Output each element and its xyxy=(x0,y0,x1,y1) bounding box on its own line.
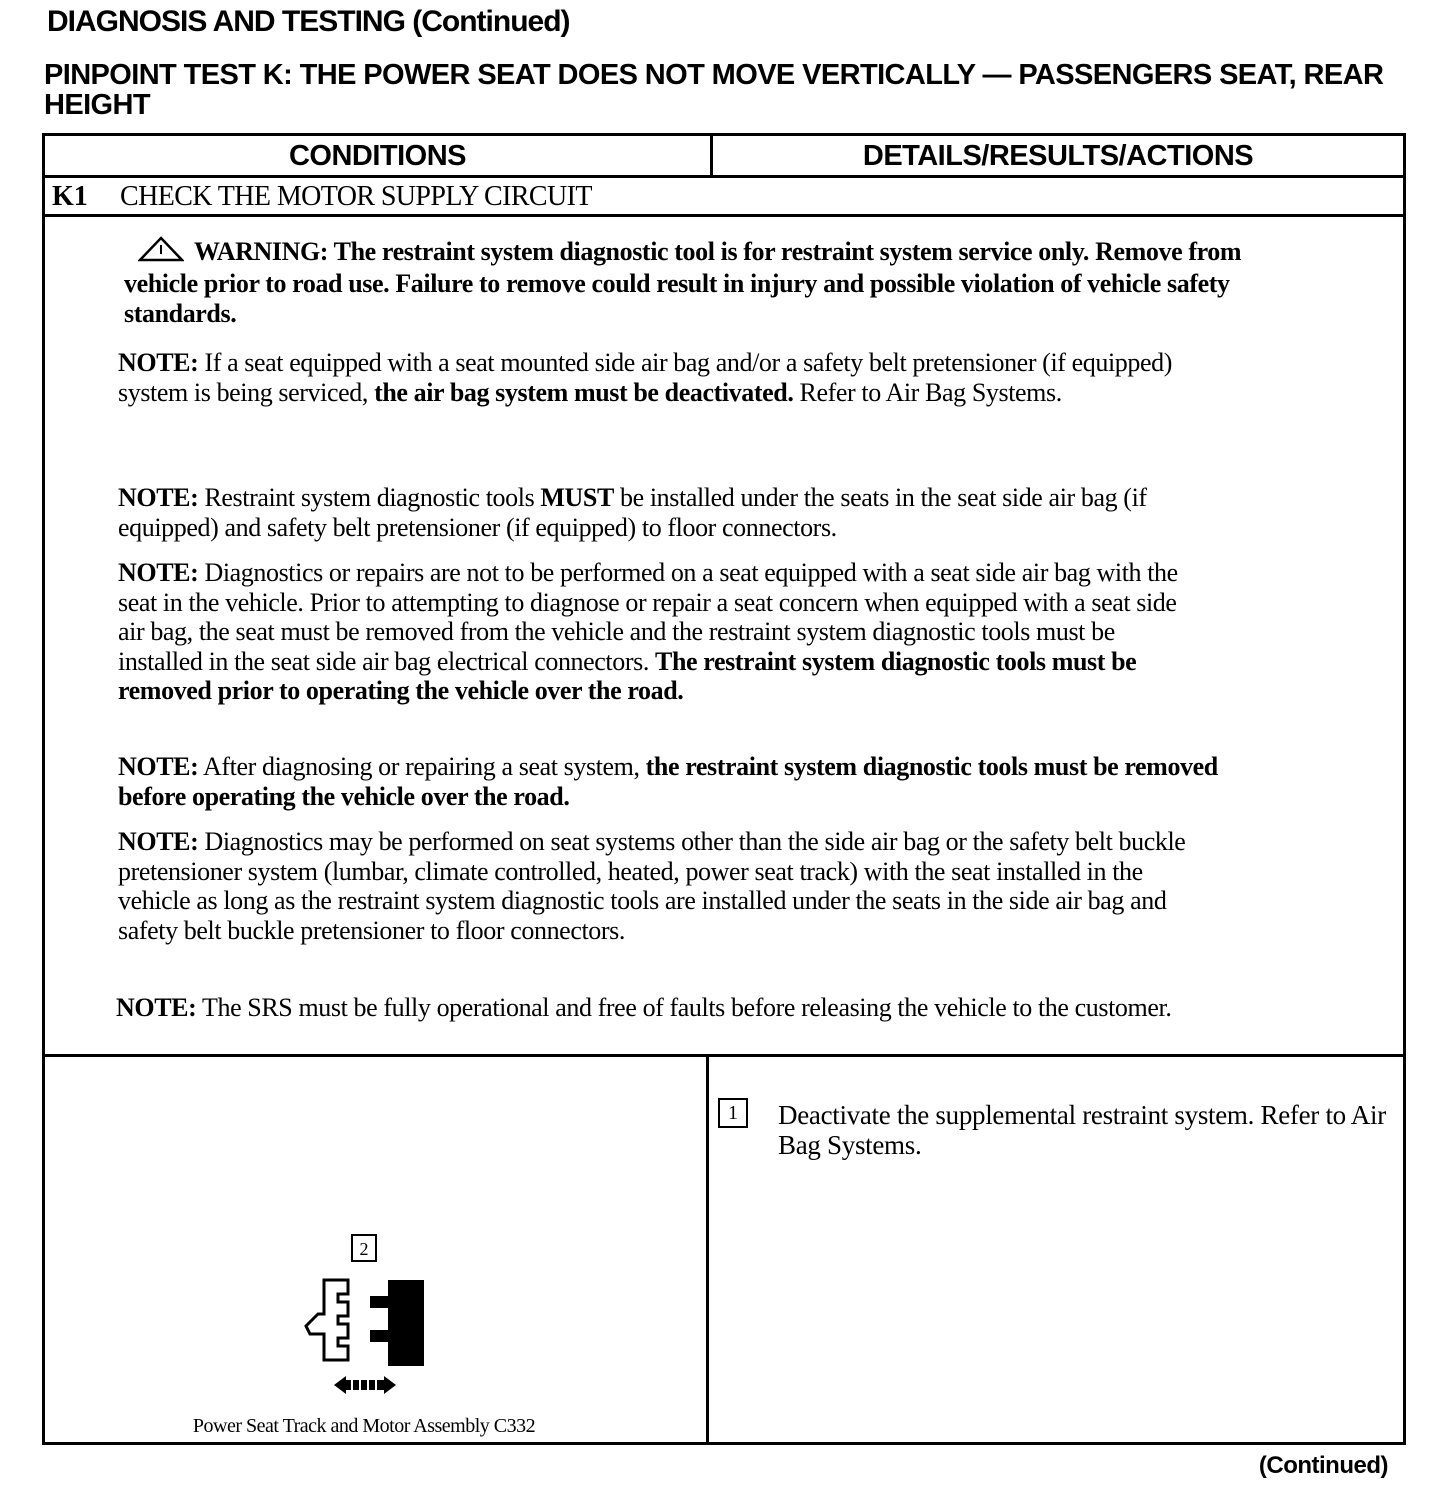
note-label: NOTE: xyxy=(118,827,199,856)
details-column-header: DETAILS/RESULTS/ACTIONS xyxy=(862,140,1254,172)
note-emphasis: The restraint system diagnostic tools must be removed prior to operating the vehicle over the road. xyxy=(118,646,1137,705)
note-label: NOTE: xyxy=(118,752,199,781)
note-label: NOTE: xyxy=(116,993,197,1022)
note-5 xyxy=(118,827,1188,945)
bottom-column-divider xyxy=(706,1054,709,1445)
warning-triangle-icon xyxy=(138,236,184,269)
page-header: DIAGNOSIS AND TESTING (Continued) xyxy=(47,5,570,38)
action-step-number: 1 xyxy=(718,1098,748,1128)
note-text: If a seat equipped with a seat mounted side air bag and/or a safety belt pretensioner (if equipped) system is being serviced, xyxy=(118,348,1172,407)
figure-caption: Power Seat Track and Motor Assembly C332 xyxy=(192,1415,536,1437)
note-4 xyxy=(118,752,1218,811)
note-label: NOTE: xyxy=(118,348,199,377)
connector-diagram xyxy=(290,1230,440,1405)
note-text: Restraint system diagnostic tools xyxy=(204,483,541,512)
note-1 xyxy=(118,348,1228,407)
pinpoint-test-title: PINPOINT TEST K: THE POWER SEAT DOES NOT MOVE VERTICALLY — PASSENGERS SEAT, REAR HEIGHT xyxy=(44,59,1384,121)
note-label: NOTE: xyxy=(118,483,199,512)
step-id: K1 xyxy=(52,181,88,212)
note-3 xyxy=(118,558,1198,706)
note-2 xyxy=(118,483,1178,542)
continued-label: (Continued) xyxy=(1258,1452,1388,1479)
connector-female-outline-icon xyxy=(306,1280,348,1360)
connector-male-solid-icon xyxy=(370,1280,424,1366)
callout-number: 2 xyxy=(359,1239,369,1259)
action-step-text: Deactivate the supplemental restraint system. Refer to Air Bag Systems. xyxy=(778,1100,1386,1160)
notes-row-rule xyxy=(42,1054,1406,1057)
note-label: NOTE: xyxy=(118,558,199,587)
note-text: After diagnosing or repairing a seat system, xyxy=(203,752,646,781)
note-text: Diagnostics or repairs are not to be performed on a seat equipped with a seat side air bag with the seat in the vehicle. Prior to attempting to diagnose or repair a seat concern when equipped with a seat side air bag, the seat must be removed from the vehicle and the restraint system diagnostic tools must be installed in the seat side air bag electrical connectors. xyxy=(118,558,1178,676)
step-title: CHECK THE MOTOR SUPPLY CIRCUIT xyxy=(120,181,592,212)
note-emphasis: MUST xyxy=(540,483,614,512)
note-emphasis: the restraint system diagnostic tools must be removed before operating the vehicle over the road. xyxy=(118,752,1218,811)
step-row-rule xyxy=(42,214,1406,217)
note-text: The SRS must be fully operational and free of faults before releasing the vehicle to the customer. xyxy=(201,993,1172,1022)
note-text: Diagnostics may be performed on seat systems other than the side air bag or the safety belt buckle pretensioner system (lumbar, climate controlled, heated, power seat track) with the seat installed in the vehicle as long as the restraint system diagnostic tools are installed under the seats in the side air bag and safety belt buckle pretensioner to floor connectors. xyxy=(118,827,1186,945)
warning-text: The restraint system diagnostic tool is for restraint system service only. Remove from vehicle prior to road use. Failure to remove could result in injury and possible violation of vehicle safety standards. xyxy=(124,237,1242,328)
double-arrow-icon xyxy=(334,1376,396,1394)
warning-block xyxy=(124,236,1304,329)
note-text: be installed under the seats in the seat side air bag (if equipped) and safety belt pretensioner (if equipped) to floor connectors. xyxy=(118,483,1147,542)
warning-label: WARNING: xyxy=(194,237,329,266)
note-emphasis: the air bag system must be deactivated. xyxy=(374,377,794,407)
note-6 xyxy=(116,993,1216,1023)
conditions-column-header: CONDITIONS xyxy=(288,140,467,172)
note-text: Refer to Air Bag Systems. xyxy=(793,377,1062,407)
